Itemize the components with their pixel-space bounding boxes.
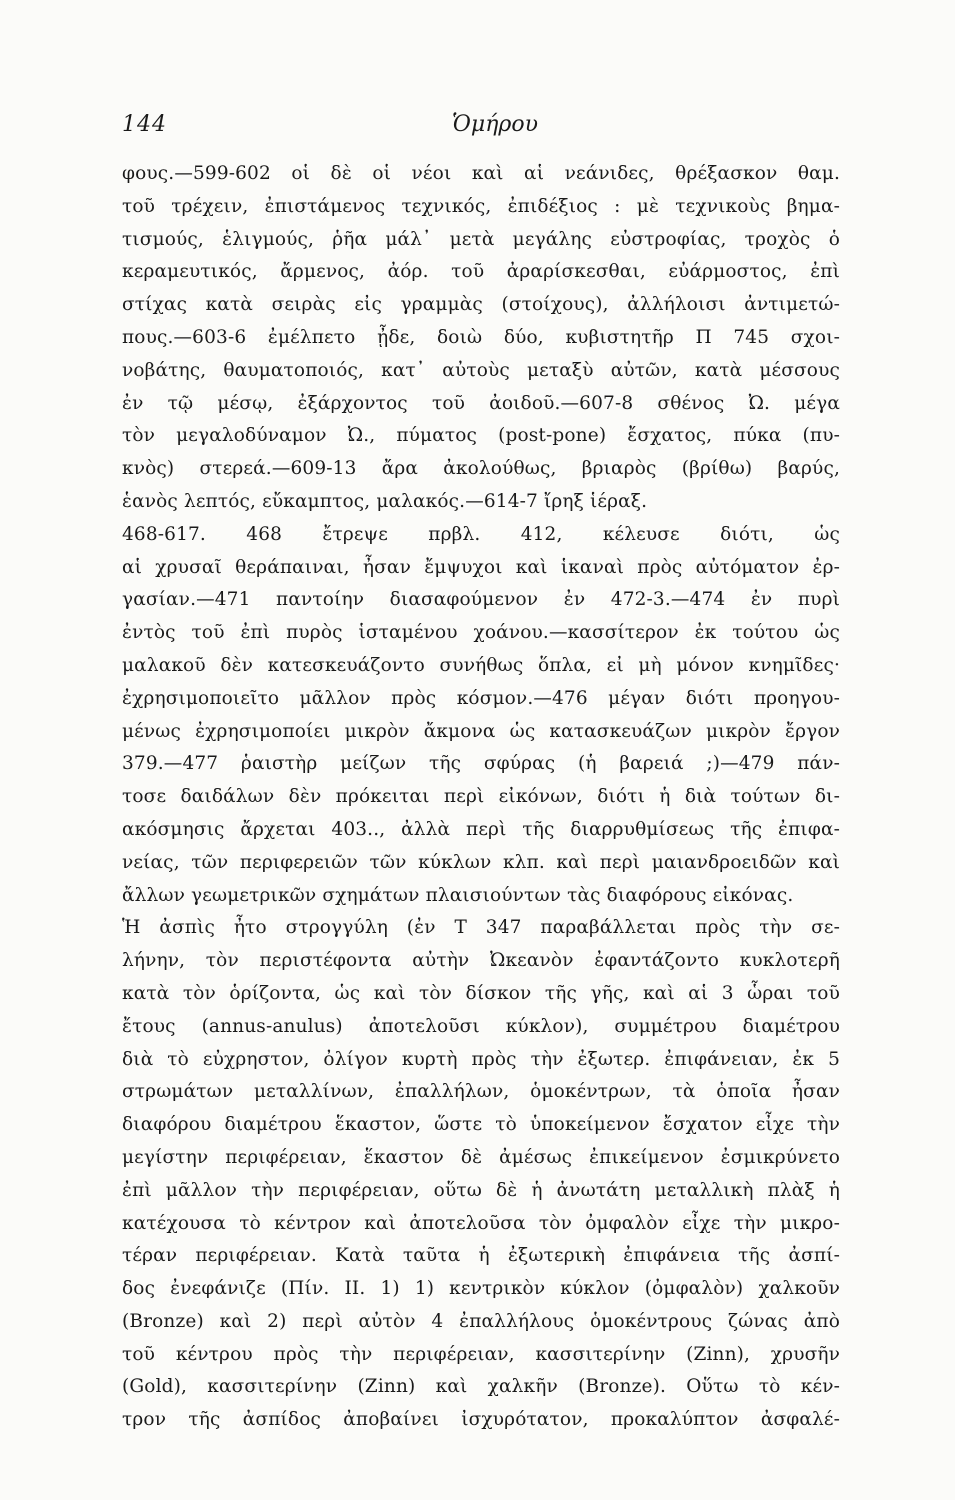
text-line: τὸν μεγαλοδύναμον Ὠ., πύματος (post-pone) ἔσχατος, πύκα (πυ- [122,425,840,447]
text-line: (Gold), κασσιτερίνην (Zinn) καὶ χαλκῆν (Bronze). Οὕτω τὸ κέν- [122,1376,840,1398]
text-line: μαλακοῦ δὲν κατεσκευάζοντο συνήθως ὅπλα, εἰ μὴ μόνον κνημῖδες· [122,654,840,676]
text-line: νοβάτης, θαυματοποιός, κατ᾽ αὐτοὺς μεταξὺ αὐτῶν, κατὰ μέσσους [122,359,840,381]
text-line: φους.—599-602 οἱ δὲ οἱ νέοι καὶ αἱ νεάνιδες, θρέξασκον θαμ. [122,163,840,184]
text-line: πους.—603-6 ἐμέλπετο ᾖδε, δοιὼ δύο, κυβιστητῆρ Π 745 σχοι- [122,326,840,348]
text-line: τρον τῆς ἀσπίδος ἀποβαίνει ἰσχυρότατον, προκαλύπτον ἀσφαλέ- [122,1409,840,1431]
text-line: ἐχρησιμοποιεῖτο μᾶλλον πρὸς κόσμον.—476 μέγαν διότι προηγου- [122,687,840,709]
text-line: (Bronze) καὶ 2) περὶ αὐτὸν 4 ἐπαλλήλους ὁμοκέντρους ζώνας ἀπὸ [122,1310,840,1332]
text-line: στρωμάτων μεταλλίνων, ἐπαλλήλων, ὁμοκέντρων, τὰ ὁποῖα ἦσαν [122,1081,840,1103]
text-line: 379.—477 ῥαιστὴρ μείζων τῆς σφύρας (ἡ βαρειά ;)—479 πάν- [122,753,840,775]
text-line: τέραν περιφέρειαν. Κατὰ ταῦτα ἡ ἐξωτερικὴ ἐπιφάνεια τῆς ἀσπί- [122,1245,840,1267]
text-line: τισμούς, ἑλιγμούς, ῥῆα μάλ᾽ μετὰ μεγάλης εὐστροφίας, τροχὸς ὁ [122,228,840,250]
text-line: Ἡ ἀσπὶς ἦτο στρογγύλη (ἐν Τ 347 παραβάλλεται πρὸς τὴν σε- [122,917,840,939]
text-line: διαφόρου διαμέτρου ἕκαστον, ὥστε τὸ ὑποκείμενον ἔσχατον εἶχε τὴν [122,1114,840,1136]
text-line: 468-617. 468 ἔτρεψε πρβλ. 412, κέλευσε διότι, ὡς [122,523,840,545]
text-line: ἐπὶ μᾶλλον τὴν περιφέρειαν, οὕτω δὲ ἡ ἀνωτάτη μεταλλικὴ πλὰξ ἡ [122,1179,840,1201]
text-line: κνὸς) στερεά.—609-13 ἄρα ἀκολούθως, βριαρὸς (βρίθω) βαρύς, [122,458,840,480]
page-header [122,112,842,148]
text-line: ακόσμησις ἄρχεται 403.., ἀλλὰ περὶ τῆς διαρρυθμίσεως τῆς ἐπιφα- [122,818,840,840]
text-line: τοῦ τρέχειν, ἐπιστάμενος τεχνικός, ἐπιδέξιος : μὲ τεχνικοὺς βημα- [122,195,840,217]
text-line: ἑανὸς λεπτός, εὔκαμπτος, μαλακός.—614-7 ἴρηξ ἱέραξ. [122,490,648,512]
text-line: ἔτους (annus-anulus) ἀποτελοῦσι κύκλον), συμμέτρου διαμέτρου [122,1015,840,1037]
text-line: μένως ἐχρησιμοποίει μικρὸν ἄκμονα ὡς κατασκευάζων μικρὸν ἔργον [122,720,840,742]
text-line: λήνην, τὸν περιστέφοντα αὐτὴν Ὠκεανὸν ἐφαντάζοντο κυκλοτερῆ [122,950,840,972]
text-line: κατέχουσα τὸ κέντρον καὶ ἀποτελοῦσα τὸν ὀμφαλὸν εἶχε τὴν μικρο- [122,1212,840,1234]
text-line: κεραμευτικός, ἄρμενος, ἀόρ. τοῦ ἀραρίσκεσθαι, εὐάρμοστος, ἐπὶ [122,261,840,283]
text-line: νείας, τῶν περιφερειῶν τῶν κύκλων κλπ. καὶ περὶ μαιανδροειδῶν καὶ [122,851,840,873]
text-line: ἄλλων γεωμετρικῶν σχημάτων πλαισιούντων τὰς διαφόρους εἰκόνας. [122,884,794,906]
commentary-text [122,158,840,1437]
text-line: διὰ τὸ εὐχρηστον, ὀλίγον κυρτὴ πρὸς τὴν ἐξωτερ. ἐπιφάνειαν, ἐκ 5 [122,1048,840,1070]
text-line: αἱ χρυσαῖ θεράπαιναι, ἦσαν ἔμψυχοι καὶ ἱκαναὶ πρὸς αὐτόματον ἐρ- [122,556,840,578]
text-line: ἐν τῷ μέσῳ, ἐξάρχοντος τοῦ ἀοιδοῦ.—607-8 σθένος Ὠ. μέγα [122,392,840,414]
page-number: 144 [122,112,167,137]
text-line: μεγίστην περιφέρειαν, ἕκαστον δὲ ἀμέσως ἐπικείμενον ἐσμικρύνετο [122,1146,840,1168]
running-title: Ὁμήρου [452,112,538,137]
text-line: γασίαν.—471 παντοίην διασαφούμενον ἐν 472-3.—474 ἐν πυρὶ [122,589,840,611]
text-line: δος ἐνεφάνιζε (Πίν. ΙΙ. 1) 1) κεντρικὸν κύκλον (ὀμφαλὸν) χαλκοῦν [122,1278,840,1300]
text-line: στίχας κατὰ σειρὰς εἰς γραμμὰς (στοίχους), ἀλλήλοισι ἀντιμετώ- [122,294,840,316]
text-line: τοῦ κέντρου πρὸς τὴν περιφέρειαν, κασσιτερίνην (Zinn), χρυσῆν [122,1343,840,1365]
text-line: κατὰ τὸν ὁρίζοντα, ὡς καὶ τὸν δίσκον τῆς γῆς, καὶ αἱ 3 ὧραι τοῦ [122,982,840,1004]
text-line: τοσε δαιδάλων δὲν πρόκειται περὶ εἰκόνων, διότι ἡ διὰ τούτων δι- [122,786,840,808]
text-line: ἐντὸς τοῦ ἐπὶ πυρὸς ἱσταμένου χοάνου.—κασσίτερον ἐκ τούτου ὡς [122,622,840,644]
